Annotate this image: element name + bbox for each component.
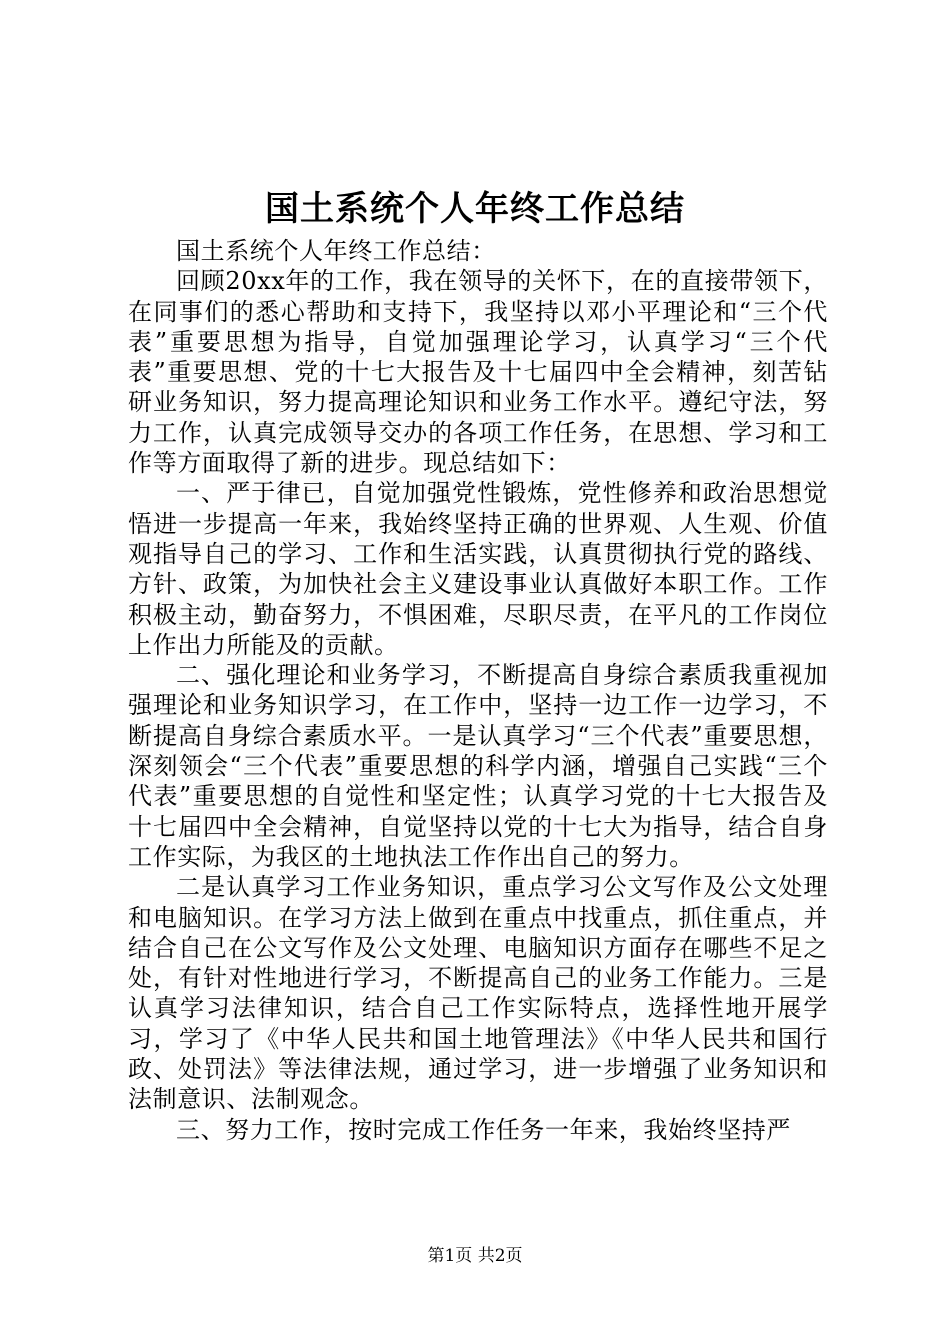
body-paragraph: 国土系统个人年终工作总结： [176, 237, 496, 265]
document-body [128, 236, 828, 1145]
body-paragraph: 三、努力工作，按时完成工作任务一年来，我始终坚持严 [176, 1115, 791, 1144]
body-paragraph: 回顾20xx年的工作，我在领导的关怀下，在的直接带领下，在同事们的悉心帮助和支持下，我坚持以邓小平理论和“三个代表”重要思想为指导，自觉加强理论学习，认真学习“三个代表”重要思想、党的十七大报告及十七届四中全会精神，刻苦钻研业务知识，努力提高理论知识和业务工作水平。遵纪守法，努力工作，认真完成领导交办的各项工作任务，在思想、学习和工作等方面取得了新的进步。现总结如下： [128, 267, 828, 478]
body-paragraph: 二、强化理论和业务学习，不断提高自身综合素质我重视加强理论和业务知识学习，在工作中，坚持一边工作一边学习，不断提高自身综合素质水平。一是认真学习“三个代表”重要思想，深刻领会“三个代表”重要思想的科学内涵，增强自己实践“三个代表”重要思想的自觉性和坚定性；认真学习党的十七大报告及十七届四中全会精神，自觉坚持以党的十七大为指导，结合自身工作实际，为我区的土地执法工作作出自己的努力。 [128, 661, 828, 871]
page-footer: 第1页 共2页 [427, 1246, 523, 1266]
body-paragraph: 一、严于律已，自觉加强党性锻炼，党性修养和政治思想觉悟进一步提高一年来，我始终坚持正确的世界观、人生观、价值观指导自己的学习、工作和生活实践，认真贯彻执行党的路线、方针、政策，为加快社会主义建设事业认真做好本职工作。工作积极主动，勤奋努力，不惧困难，尽职尽责，在平凡的工作岗位上作出力所能及的贡献。 [128, 479, 828, 659]
document-title: 国土系统个人年终工作总结 [265, 189, 685, 229]
body-paragraph: 二是认真学习工作业务知识，重点学习公文写作及公文处理和电脑知识。在学习方法上做到在重点中找重点，抓住重点，并结合自己在公文写作及公文处理、电脑知识方面存在哪些不足之处，有针对性地进行学习，不断提高自己的业务工作能力。三是认真学习法律知识，结合自己工作实际特点，选择性地开展学习，学习了《中华人民共和国土地管理法》《中华人民共和国行政、处罚法》等法律法规，通过学习，进一步增强了业务知识和法制意识、法制观念。 [128, 873, 828, 1114]
